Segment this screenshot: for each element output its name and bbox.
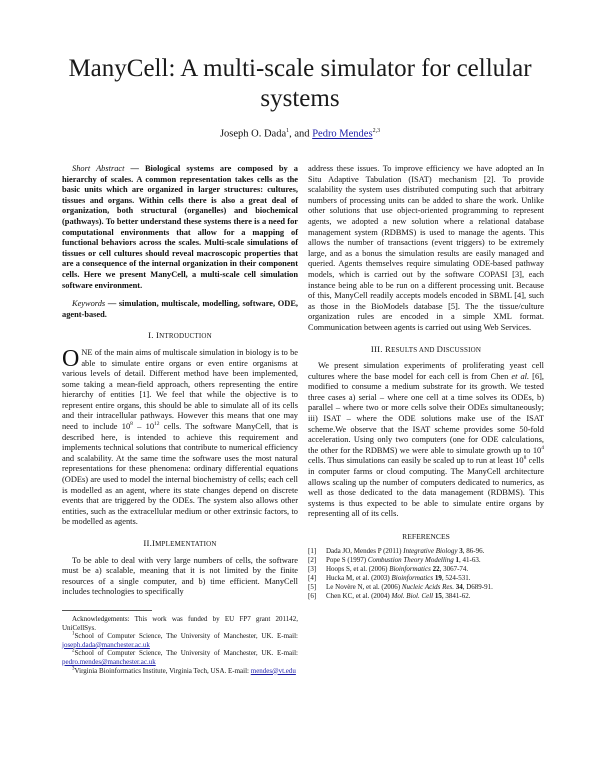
heading-initial: I [156, 330, 160, 341]
footnote-1-text: School of Computer Science, The University of Manchester, UK. E-mail: [74, 632, 298, 641]
section-heading-results [308, 344, 544, 356]
reference-volume: 34 [455, 582, 463, 591]
abstract-label: Short Abstract [72, 164, 125, 173]
reference-item [308, 547, 544, 556]
author-1-affiliation: 1 [286, 128, 290, 134]
reference-journal: Integrative Biology [403, 546, 458, 555]
author-2-affiliation: 2,3 [372, 128, 381, 134]
intro-text-b: – 10 [132, 422, 155, 432]
heading-initial-2: D [436, 343, 444, 354]
keywords-dash: — [105, 299, 119, 309]
author-2-link[interactable]: Pedro Mendes [312, 128, 373, 140]
results-exponent-2: 8 [523, 455, 527, 462]
heading-initial: I [151, 538, 156, 548]
reference-volume: 3 [459, 546, 463, 555]
reference-number: [4] [308, 573, 317, 582]
footnote-3 [62, 667, 298, 676]
footnote-1-marker: 1 [72, 631, 75, 637]
drop-cap: O [62, 345, 80, 372]
intro-text-a: NE of the main aims of multiscale simulation in biology is to be able to simulate entire organs or even entire organisms at various levels of detail. Different method have been implemented, some taking a mean-field approach, others representing the entire hierarchy of entities [1]. We feel that while the objective is to represent entire organs, this should be able to simulate all of its cells and their intracellular pathways. However this means that one may need to include 10 [62, 347, 298, 432]
reference-item [308, 556, 544, 565]
author-line [60, 128, 540, 140]
heading-smallcaps: ESULTS AND [391, 345, 437, 354]
heading-numeral: III. [370, 343, 386, 354]
results-text-c: cells. Thus simulations can easily be scaled up to run at least 10 [308, 456, 524, 466]
abstract-text: Biological systems are composed by a hierarchy of scales. A common representation takes cells as the basic units which are organized in larger structures: cultures, tissues and organs. Within cells there is also a great deal of organization, both structural (organelles) and biochemical (pathways). To better understand these systems there is a need for computational environments that allow for a mapping of functional behaviors across the scales. Multi-scale simulations of tissues or cell cultures should reveal macroscopic properties that are a consequence of the internal organization in their component cells. Here we present ManyCell, a multi-scale cell simulation software environment. [62, 164, 298, 290]
keywords-text: simulation, multiscale, modelling, software, ODE, agent-based. [62, 299, 299, 319]
section-heading-references [308, 532, 544, 543]
reference-number: [5] [308, 582, 317, 591]
results-et-al: et al. [511, 371, 530, 381]
author-1: Joseph O. Dada [219, 128, 287, 140]
reference-number: [1] [308, 546, 317, 555]
heading-initial: R [402, 532, 408, 541]
paper-title: ManyCell: A multi-scale simulator for cellular systems [68, 55, 532, 112]
heading-numeral: II. [143, 538, 152, 548]
reference-volume: 22 [432, 564, 440, 573]
intro-exponent-1: 8 [130, 421, 133, 428]
reference-authors: Chen KC, et al. (2004) [326, 591, 392, 600]
heading-smallcaps: MPLEMENTATION [155, 540, 217, 548]
reference-pages: , 3841-62. [441, 591, 471, 600]
reference-item [308, 592, 544, 601]
reference-number: [3] [308, 564, 317, 573]
footnote-3-text: Virginia Bioinformatics Institute, Virginia Tech, USA. E-mail: [74, 666, 251, 675]
reference-volume: 1 [455, 555, 460, 564]
heading-numeral: I. [148, 330, 157, 341]
reference-authors: Pope S (1997) [326, 555, 368, 564]
footnote-acknowledgements: Acknowledgements: This work was funded by EU FP7 grant 201142, UniCellSys. [62, 614, 298, 632]
author-separator: , and [289, 128, 313, 140]
reference-pages: , D689-91. [462, 582, 493, 591]
footnote-2-text: School of Computer Science, The University of Manchester, UK. E-mail: [74, 649, 298, 658]
reference-volume: 19 [434, 573, 442, 582]
footnote-3-email-link[interactable]: mendes@vt.edu [250, 666, 296, 675]
heading-smallcaps: NTRODUCTION [159, 332, 212, 341]
intro-text-c: cells. The software ManyCell, that is described here, is intended to achieve this requirement and implements technical solutions that contribute to numerical efficiency and scalability. At the same time the software uses the most natural representations for these phenomena: ordinary differential equations (ODEs) are used to model the internal biochemistry of cells; each cell is modelled as an agent, where its state changes depend on discrete events that are triggered by the ODEs. The system also allows other entities, such as the extracellular medium or other extrinsic factors, to be modelled as agents. [62, 422, 298, 527]
intro-exponent-2: 12 [154, 421, 160, 428]
intro-paragraph [62, 345, 298, 528]
reference-pages: , 524-531. [441, 573, 471, 582]
results-text-b: [6], modified to consume a medium substrate for its growth. We tested three cases a) serial – where one cell at a time solves its ODEs, b) parallel – where two or more cells solve their ODEs simultaneously; iii) ISAT – where the ODE solutions make use of the ISAT scheme.We observe that the ISAT scheme provides some 50-fold acceleration. Using only two computers (one for ODE calculations, the other for the RDBMS) we were able to simulate growth up to 10 [308, 371, 545, 455]
section-heading-introduction [62, 330, 298, 342]
reference-journal: Combustion Theory Modelling [367, 555, 454, 564]
reference-journal: Nucleic Acids Res. [401, 582, 454, 591]
reference-authors: Hoops S, et al. (2006) [326, 564, 390, 573]
heading-smallcaps: EFERENCES [407, 532, 450, 541]
reference-pages: , 3067-74. [439, 564, 469, 573]
footnote-2-email-link[interactable]: pedro.mendes@manchester.ac.uk [62, 657, 156, 666]
results-text-a: We present simulation experiments of proliferating yeast cell cultures where the base model for each cell is from Chen [308, 361, 544, 381]
reference-volume: 15 [434, 591, 442, 600]
reference-authors: Le Novère N, et al. (2006) [326, 582, 402, 591]
implementation-paragraph: To be able to deal with very large numbers of cells, the software must be a) scalable, meaning that it is not limited by the finite resources of a single computer, and b) time efficient. ManyCell includes technologies to specifically [62, 555, 298, 597]
footnote-3-marker: 3 [72, 666, 75, 672]
footnote-1-email-link[interactable]: joseph.dada@manchester.ac.uk [62, 640, 150, 649]
reference-number: [2] [308, 555, 317, 564]
footnote-2-marker: 2 [72, 649, 75, 655]
footnote-divider [62, 610, 152, 611]
abstract [62, 164, 298, 291]
reference-item [308, 574, 544, 583]
reference-item [308, 565, 544, 574]
footnote-1 [62, 632, 298, 649]
reference-number: [6] [308, 591, 317, 600]
section-heading-implementation [62, 538, 298, 550]
reference-authors: Hucka M, et al. (2003) [326, 573, 392, 582]
heading-smallcaps-2: ISCUSSION [443, 345, 482, 354]
results-text-d: cells in computer farms or cloud computing. The ManyCell architecture allows scaling up the number of computers dedicated to numerics, as well as those dedicated to the data management (RDBMS). This systems is thus expected to be able to simulate entire organs by representing all of its cells. [308, 456, 544, 519]
reference-list [308, 547, 544, 601]
reference-authors: Dada JO, Mendes P (2011) [326, 546, 404, 555]
heading-initial: R [385, 343, 392, 354]
reference-journal: Bioinformatics [391, 573, 434, 582]
results-exponent-1: 4 [541, 445, 544, 452]
reference-journal: Mol. Biol. Cell [391, 591, 434, 600]
reference-pages: , 86-96. [462, 546, 485, 555]
reference-item [308, 583, 544, 592]
results-paragraph [308, 361, 544, 520]
abstract-dash: — [124, 164, 145, 173]
reference-pages: , 41-63. [459, 555, 481, 564]
left-column [62, 164, 298, 675]
keywords [62, 299, 298, 320]
implementation-continued-paragraph: address these issues. To improve efficiency we have adopted an In Situ Adaptive Tabulation (ISAT) mechanism [2]. To provide scalability the system uses distributed computing such that arbitrary numbers of processing units can be added to share the work. Unlike other solutions that use object-oriented programming to represent agents, we adopted a new solution where a relational database management system (RDBMS) is used to manage the agents. This allows the number of transactions (event triggers) to be extremely large, and as a bonus the simulation results are easily managed and queried. Agents themselves require simulating ODE-based pathway models, which is carried out by the software COPASI [3], each instance being able to be run on a different processing unit. Because of this, ManyCell readily accepts models encoded in SBML [4], such as those in the BioModels database [5]. The the tissue/culture organization rules are encoded in a simple XML format. Communication between agents is carried out using Web Services. [308, 164, 544, 332]
footnote-2 [62, 649, 298, 666]
reference-journal: Bioinformatics [389, 564, 431, 573]
right-column [308, 164, 544, 601]
keywords-label: Keywords [72, 299, 106, 309]
